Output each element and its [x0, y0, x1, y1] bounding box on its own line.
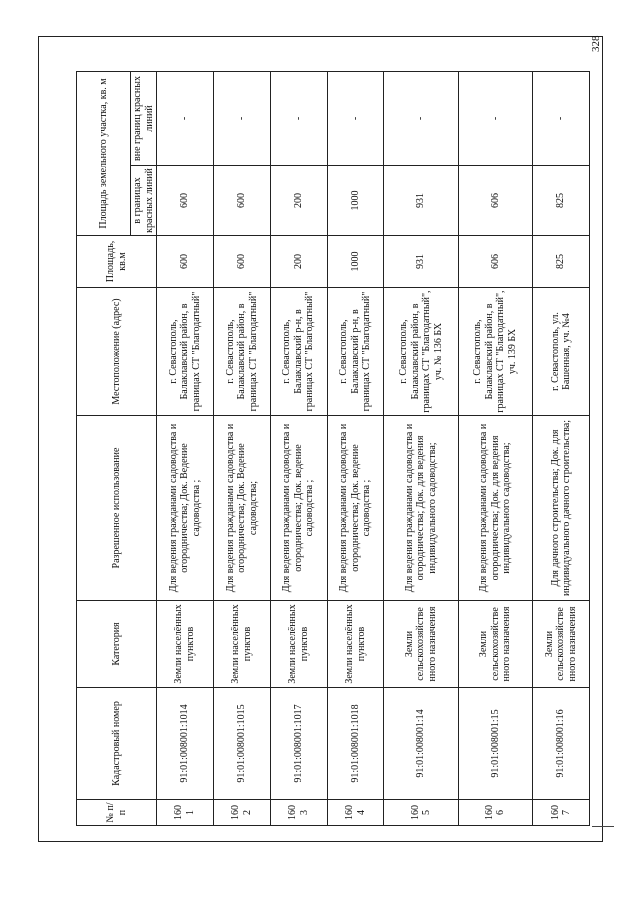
cell-location: г. Севастополь, Балаклавский район, в границах СТ "Благодатный", уч. № 136 БХ: [384, 288, 458, 416]
table-row: [213, 72, 270, 826]
page-number: 328: [590, 35, 602, 52]
cell-outside: -: [533, 72, 590, 166]
cell-area: 600: [157, 236, 214, 288]
cell-outside: -: [327, 72, 384, 166]
cell-usage: Для дачного строительства; Док. для индивидуального дачного строительства;: [533, 416, 590, 601]
table-row: [458, 72, 532, 826]
cell-location: г. Севастополь, Балаклавский район, в границах СТ "Благодатный": [157, 288, 214, 416]
cell-location: г. Севастополь, ул. Башенная, уч. №4: [533, 288, 590, 416]
cell-outside: -: [384, 72, 458, 166]
cell-cadastral: 91:01:008001:1015: [213, 688, 270, 800]
header-category: Категория: [77, 601, 157, 688]
land-plots-table: [76, 71, 590, 826]
cell-location: г. Севастополь, Балаклавский р-н, в границах СТ "Благодатный": [327, 288, 384, 416]
cell-category: Земли населённых пунктов: [327, 601, 384, 688]
cell-usage: Для ведения гражданами садоводства и огородничества; Док. Ведение садоводства;: [213, 416, 270, 601]
cell-usage: Для ведения гражданами садоводства и огородничества; Док. для ведения индивидуального садоводства;: [384, 416, 458, 601]
cell-num: 160 7: [533, 800, 590, 826]
header-plot-area: Площадь земельного участка, кв. м: [77, 72, 131, 236]
header-usage: Разрешенное использование: [77, 416, 157, 601]
cell-num: 160 4: [327, 800, 384, 826]
cell-num: 160 3: [270, 800, 327, 826]
cell-within: 600: [213, 166, 270, 236]
cell-area: 600: [213, 236, 270, 288]
cell-within: 600: [157, 166, 214, 236]
cell-num: 160 5: [384, 800, 458, 826]
table-row: [157, 72, 214, 826]
cell-location: г. Севастополь, Балаклавский район, в границах СТ "Благодатный", уч. 139 БХ: [458, 288, 532, 416]
cell-category: Земли сельскохозяйстве нного назначения: [533, 601, 590, 688]
cell-outside: -: [270, 72, 327, 166]
cell-cadastral: 91:01:008001:1017: [270, 688, 327, 800]
footer-rule: [592, 826, 614, 827]
table-row: [384, 72, 458, 826]
cell-category: Земли населённых пунктов: [157, 601, 214, 688]
header-outside: вне границ красных линий: [131, 72, 157, 166]
cell-cadastral: 91:01:008001:14: [384, 688, 458, 800]
cell-num: 160 6: [458, 800, 532, 826]
rotated-table-container: [76, 72, 590, 826]
cell-outside: -: [458, 72, 532, 166]
cell-cadastral: 91:01:008001:16: [533, 688, 590, 800]
cell-location: г. Севастополь, Балаклавский р-н, в границах СТ "Благодатный": [270, 288, 327, 416]
cell-within: 200: [270, 166, 327, 236]
header-cadastral: Кадастровый номер: [77, 688, 157, 800]
cell-area: 931: [384, 236, 458, 288]
header-location: Местоположение (адрес): [77, 288, 157, 416]
cell-category: Земли сельскохозяйстве нного назначения: [458, 601, 532, 688]
cell-cadastral: 91:01:008001:15: [458, 688, 532, 800]
header-area: Площадь, кв.м: [77, 236, 157, 288]
cell-usage: Для ведения гражданами садоводства и огородничества; Док. для ведения индивидуального садоводства;: [458, 416, 532, 601]
cell-usage: Для ведения гражданами садоводства и огородничества; Док. Ведение садоводства ;: [157, 416, 214, 601]
cell-category: Земли населённых пунктов: [270, 601, 327, 688]
cell-num: 160 2: [213, 800, 270, 826]
table-row: [533, 72, 590, 826]
cell-location: г. Севастополь, Балаклавский район, в границах СТ "Благодатный": [213, 288, 270, 416]
header-within: в границах красных линий: [131, 166, 157, 236]
table-row: [270, 72, 327, 826]
cell-area: 825: [533, 236, 590, 288]
cell-area: 1000: [327, 236, 384, 288]
cell-outside: -: [213, 72, 270, 166]
cell-usage: Для ведения гражданами садоводства и огородничества; Док. ведение садоводства ;: [270, 416, 327, 601]
table-row: [327, 72, 384, 826]
cell-within: 606: [458, 166, 532, 236]
cell-within: 1000: [327, 166, 384, 236]
cell-category: Земли сельскохозяйстве нного назначения: [384, 601, 458, 688]
cell-cadastral: 91:01:008001:1014: [157, 688, 214, 800]
header-num: № п/п: [77, 800, 157, 826]
cell-num: 160 1: [157, 800, 214, 826]
cell-area: 606: [458, 236, 532, 288]
cell-outside: -: [157, 72, 214, 166]
cell-usage: Для ведения гражданами садоводства и огородничества; Док. ведение садоводства ;: [327, 416, 384, 601]
cell-category: Земли населённых пунктов: [213, 601, 270, 688]
cell-within: 931: [384, 166, 458, 236]
cell-cadastral: 91:01:008001:1018: [327, 688, 384, 800]
cell-within: 825: [533, 166, 590, 236]
cell-area: 200: [270, 236, 327, 288]
